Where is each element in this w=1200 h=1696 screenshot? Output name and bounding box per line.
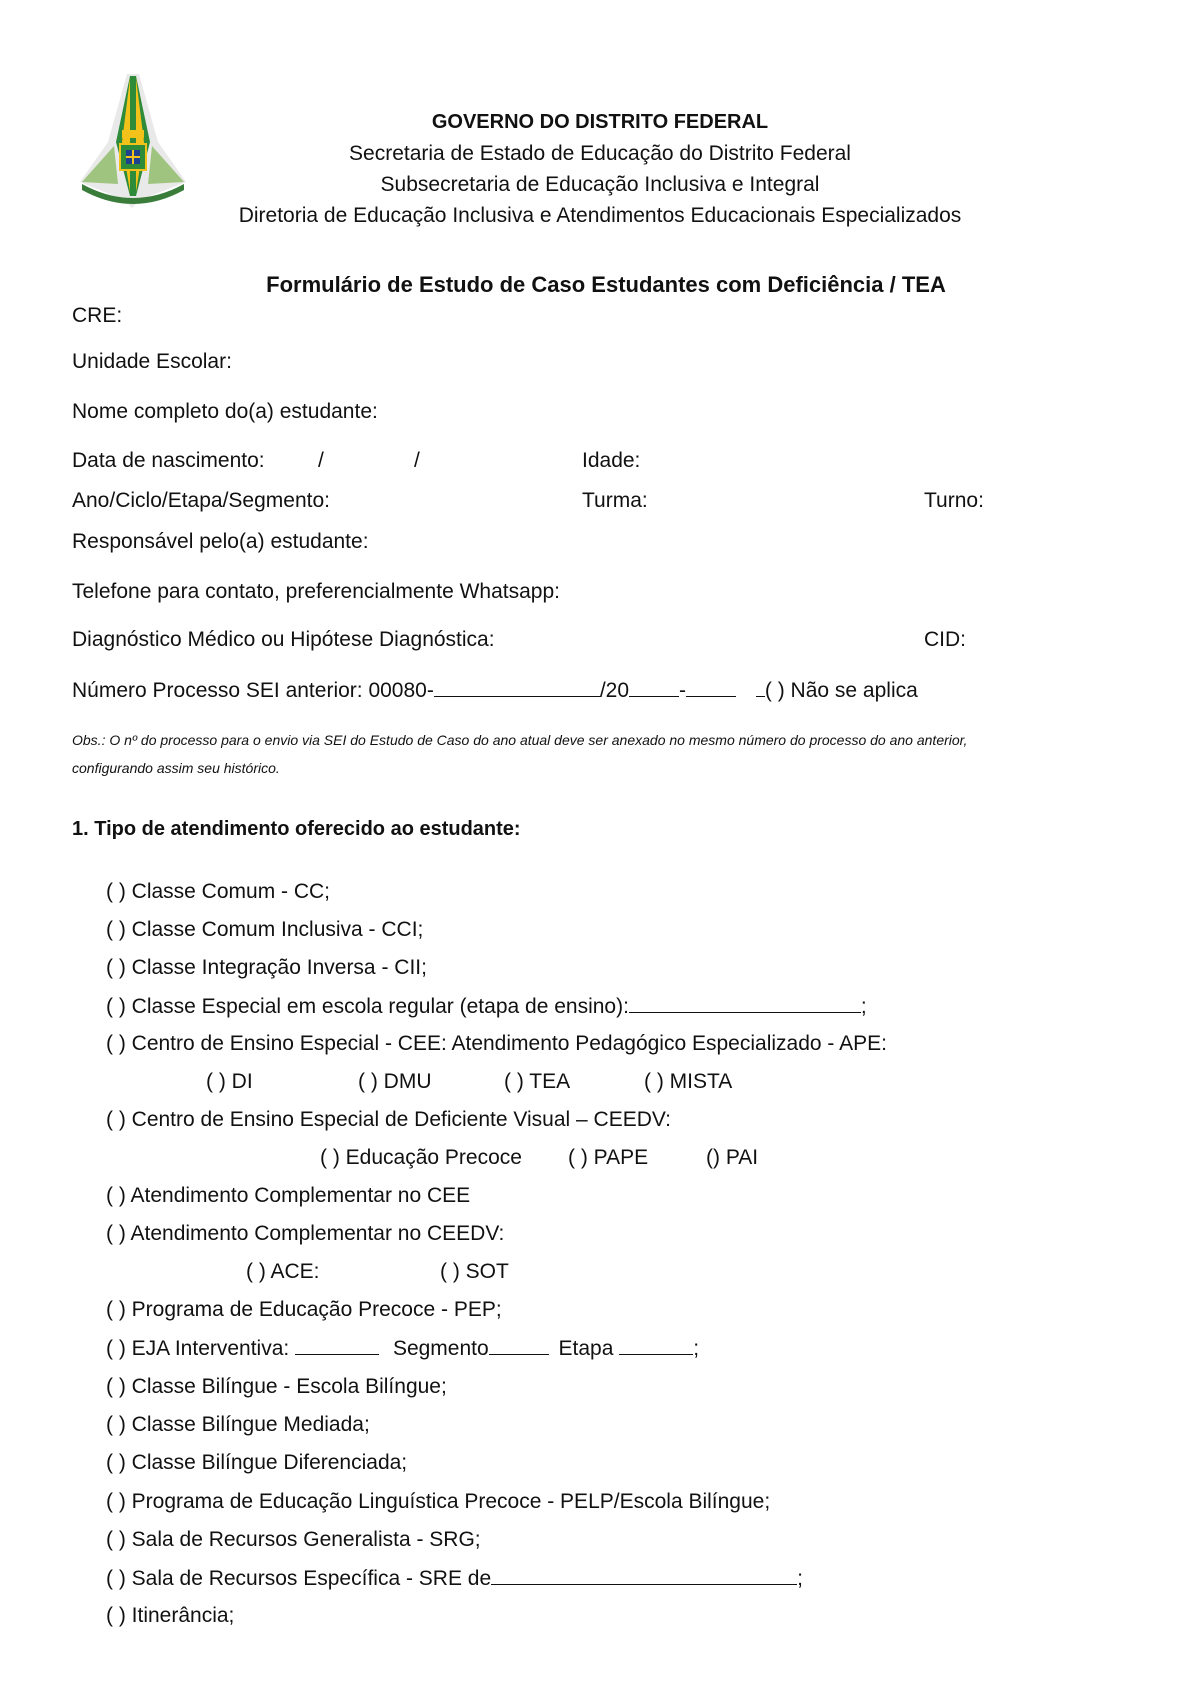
sei-dash: - [679,679,687,702]
sei-na-underscore [756,678,765,697]
option-eja-interventiva[interactable] [106,1336,699,1361]
observation-line-1: Obs.: O nº do processo para o envio via SEI do Estudo de Caso do ano atual deve ser anexado no mesmo número do processo do ano anterior, [72,732,968,748]
student-name-label: Nome completo do(a) estudante: [72,400,378,423]
observation-note [72,726,1132,782]
option-pep[interactable]: ( ) Programa de Educação Precoce - PEP; [106,1298,502,1321]
directorate-line: Diretoria de Educação Inclusiva e Atendimentos Educacionais Especializados [238,204,962,227]
suboption-mista[interactable]: ( ) MISTA [644,1070,733,1093]
sei-year-blank[interactable] [629,678,679,697]
school-label: Unidade Escolar: [72,350,232,373]
option-cee-ape[interactable]: ( ) Centro de Ensino Especial - CEE: Atendimento Pedagógico Especializado - APE: [106,1032,887,1055]
phone-label: Telefone para contato, preferencialmente Whatsapp: [72,580,560,603]
suboption-pai[interactable]: () PAI [706,1146,759,1169]
semicolon: ; [860,995,867,1018]
secretariat-line: Secretaria de Estado de Educação do Distrito Federal [349,142,851,165]
option-classe-especial-label: ( ) Classe Especial em escola regular (etapa de ensino): [106,995,629,1018]
subsecretariat-line: Subsecretaria de Educação Inclusiva e Integral [380,173,820,196]
form-title: Formulário de Estudo de Caso Estudantes com Deficiência / TEA [266,272,946,297]
suboption-tea[interactable]: ( ) TEA [504,1070,571,1093]
guardian-label: Responsável pelo(a) estudante: [72,530,369,553]
option-classe-bilingue-diferenciada[interactable]: ( ) Classe Bilíngue Diferenciada; [106,1451,408,1474]
semicolon: ; [797,1567,804,1590]
option-classe-integracao-inversa[interactable]: ( ) Classe Integração Inversa - CII; [106,956,427,979]
option-sre-label: ( ) Sala de Recursos Específica - SRE de [106,1567,492,1590]
sei-not-applicable[interactable] [756,679,918,702]
option-classe-bilingue[interactable]: ( ) Classe Bilíngue - Escola Bilíngue; [106,1375,447,1398]
option-classe-comum-inclusiva[interactable]: ( ) Classe Comum Inclusiva - CCI; [106,918,424,941]
suboption-dmu[interactable]: ( ) DMU [358,1070,432,1093]
suboption-sot[interactable]: ( ) SOT [440,1260,509,1283]
diagnosis-label: Diagnóstico Médico ou Hipótese Diagnóstica: [72,628,495,651]
option-atendimento-complementar-cee[interactable]: ( ) Atendimento Complementar no CEE [106,1184,471,1207]
suboption-educacao-precoce[interactable]: ( ) Educação Precoce [320,1146,522,1169]
age-label: Idade: [582,449,641,472]
cre-label: CRE: [72,304,123,327]
option-pelp[interactable]: ( ) Programa de Educação Linguística Precoce - PELP/Escola Bilíngue; [106,1490,771,1513]
class-label: Turma: [582,489,648,512]
option-classe-comum[interactable]: ( ) Classe Comum - CC; [106,880,331,903]
eja-blank[interactable] [295,1336,379,1355]
sei-prefix: Número Processo SEI anterior: 00080- [72,679,434,702]
section-1-title: 1. Tipo de atendimento oferecido ao estudante: [72,818,521,840]
option-sre[interactable] [106,1566,803,1591]
suboption-pape[interactable]: ( ) PAPE [568,1146,649,1169]
suboption-ace[interactable]: ( ) ACE: [246,1260,320,1283]
option-eja-label: ( ) EJA Interventiva: [106,1337,290,1360]
sei-digit-blank[interactable] [686,678,736,697]
suboption-di[interactable]: ( ) DI [206,1070,253,1093]
sei-number-row [72,678,918,703]
year-cycle-label: Ano/Ciclo/Etapa/Segmento: [72,489,330,512]
birth-date-slash-1: / [318,449,324,472]
sei-number-blank[interactable] [434,678,600,697]
eja-etapa-label: Etapa [558,1337,614,1360]
option-itinerancia[interactable]: ( ) Itinerância; [106,1604,235,1627]
option-classe-bilingue-mediada[interactable]: ( ) Classe Bilíngue Mediada; [106,1413,370,1436]
eja-etapa-blank[interactable] [619,1336,693,1355]
sei-na-text: ( ) Não se aplica [764,679,918,702]
eja-segmento-blank[interactable] [489,1336,549,1355]
classe-especial-blank[interactable] [629,994,861,1013]
option-classe-especial[interactable] [106,994,867,1019]
birth-date-slash-2: / [414,449,420,472]
option-atendimento-complementar-ceedv[interactable]: ( ) Atendimento Complementar no CEEDV: [106,1222,505,1245]
semicolon: ; [693,1337,700,1360]
option-ceedv[interactable]: ( ) Centro de Ensino Especial de Deficiente Visual – CEEDV: [106,1108,671,1131]
eja-segmento-label: Segmento [392,1337,489,1360]
sei-year-prefix: /20 [599,679,630,702]
government-title: GOVERNO DO DISTRITO FEDERAL [431,111,769,133]
observation-line-2: configurando assim seu histórico. [72,760,280,776]
shift-label: Turno: [924,489,984,512]
birth-date-label: Data de nascimento: [72,449,265,472]
sre-blank[interactable] [491,1566,797,1585]
option-srg[interactable]: ( ) Sala de Recursos Generalista - SRG; [106,1528,481,1551]
cid-label: CID: [924,628,966,651]
